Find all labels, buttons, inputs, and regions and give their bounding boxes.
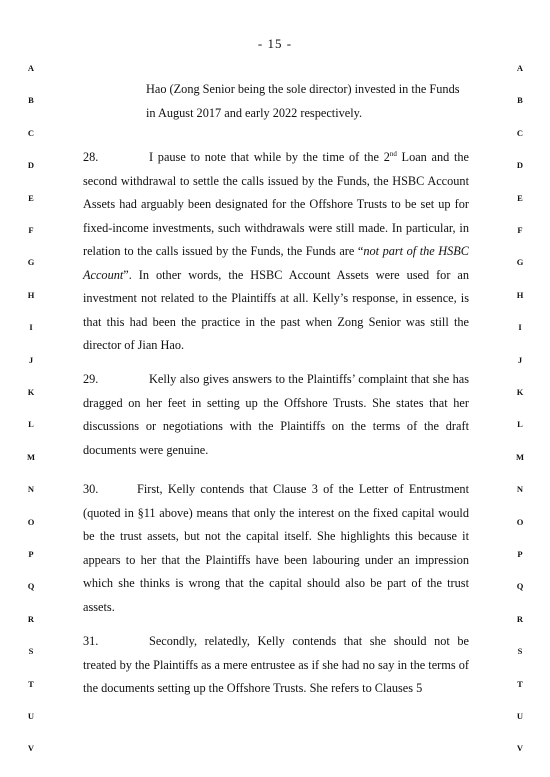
right-margin-letter: S bbox=[517, 646, 523, 657]
right-margin-letter: K bbox=[516, 387, 524, 397]
paragraph-text: Loan and the second withdrawal to settle the calls issued by the Funds, the HSBC Account Assets had arguably been designated for the Offshore Trusts to be set up for fixed-income investments, such withdrawals were still made. In particular, in relation to the calls issued by the Funds, the Funds are “ bbox=[83, 150, 469, 258]
left-margin-letter: E bbox=[28, 192, 34, 203]
right-margin-letter: M bbox=[515, 451, 525, 462]
paragraph-31 bbox=[83, 630, 469, 701]
ordinal-superscript: nd bbox=[389, 149, 397, 158]
left-margin-letter: N bbox=[27, 484, 35, 495]
left-margin-letter: B bbox=[28, 95, 34, 106]
right-margin-letter: E bbox=[517, 192, 523, 203]
right-margin-letter: I bbox=[518, 322, 522, 333]
paragraph-30 bbox=[83, 478, 469, 619]
right-margin-letter: H bbox=[516, 289, 524, 300]
left-margin-letter: M bbox=[26, 451, 36, 462]
right-margin-letter: C bbox=[516, 127, 524, 138]
left-margin-letter: D bbox=[27, 160, 35, 171]
right-margin-letter: T bbox=[517, 678, 523, 689]
right-margin-letter: R bbox=[516, 613, 524, 624]
right-margin-letter: B bbox=[517, 95, 523, 106]
right-margin-letter: Q bbox=[516, 581, 524, 592]
italic-quote: not part of the HSBC Account bbox=[83, 244, 470, 282]
paragraph-29 bbox=[83, 368, 469, 462]
left-margin-letter: H bbox=[27, 289, 35, 300]
paragraph-text: ”. In other words, the HSBC Account Assets were used for an investment not related to the Plaintiffs at all. Kelly’s response, in essence, is that this had been the practice in the past when Zong Senior was still the director of Jian Hao. bbox=[83, 267, 469, 352]
left-margin-letter: S bbox=[28, 646, 34, 657]
right-margin-letter: F bbox=[517, 225, 523, 235]
right-margin-letter: D bbox=[516, 160, 524, 171]
page-number: - 15 - bbox=[257, 36, 293, 51]
left-margin-letter: J bbox=[28, 354, 34, 365]
left-margin-letter: A bbox=[27, 63, 35, 73]
right-margin-letter: N bbox=[516, 484, 524, 495]
right-margin-letter: A bbox=[516, 63, 524, 73]
paragraph-text: First, Kelly contends that Clause 3 of the Letter of Entrustment (quoted in §11 above) means that only the interest on the fixed capital would be the trust assets, but not the capital itself. She highlights this because it appears to her that the Plaintiffs have been labouring under an impression which she thinks is wrong that the capital should also be part of the trust assets. bbox=[83, 482, 469, 614]
left-margin-letter: K bbox=[27, 387, 35, 397]
left-margin-letter: Q bbox=[27, 581, 35, 592]
paragraph-number: 28. bbox=[83, 150, 99, 164]
paragraph-text: Secondly, relatedly, Kelly contends that she should not be treated by the Plaintiffs as a mere entrustee as if she had no say in the terms of the documents setting up the Offshore Trusts. She refers to Clauses 5 bbox=[83, 634, 469, 695]
continued-paragraph bbox=[83, 78, 469, 125]
paragraph-number: 30. bbox=[83, 482, 99, 496]
left-margin-letter: U bbox=[27, 711, 35, 721]
paragraph-text: Kelly also gives answers to the Plaintiffs’ complaint that she has dragged on her feet in setting up the Offshore Trusts. She states that her discussions or negotiations with the Plaintiffs on the terms of the draft documents were genuine. bbox=[83, 372, 469, 457]
left-margin-letter: T bbox=[28, 678, 34, 689]
left-margin-letter: V bbox=[27, 743, 35, 754]
left-margin-letter: R bbox=[27, 613, 35, 624]
left-margin-letter: P bbox=[28, 549, 34, 559]
left-margin-letter: L bbox=[28, 419, 34, 430]
left-margin-letter: C bbox=[27, 127, 35, 138]
paragraph-number: 29. bbox=[83, 372, 99, 386]
left-margin-letter: I bbox=[29, 322, 33, 333]
right-margin-letter: J bbox=[517, 354, 523, 365]
paragraph-text: I pause to note that while by the time of the 2 bbox=[149, 150, 390, 164]
continued-paragraph-text: Hao (Zong Senior being the sole director) invested in the Funds in August 2017 and early 2022 respectively. bbox=[146, 82, 460, 120]
paragraph-28 bbox=[83, 146, 469, 358]
left-margin-letter: F bbox=[28, 225, 34, 235]
right-margin-letter: P bbox=[517, 549, 523, 559]
paragraph-number: 31. bbox=[83, 634, 99, 648]
left-margin-letter: G bbox=[27, 257, 35, 268]
left-margin-letter: O bbox=[27, 516, 35, 527]
right-margin-letter: U bbox=[516, 711, 524, 721]
right-margin-letter: G bbox=[516, 257, 524, 268]
right-margin-letter: O bbox=[516, 516, 524, 527]
right-margin-letter: V bbox=[516, 743, 524, 754]
right-margin-letter: L bbox=[517, 419, 523, 430]
